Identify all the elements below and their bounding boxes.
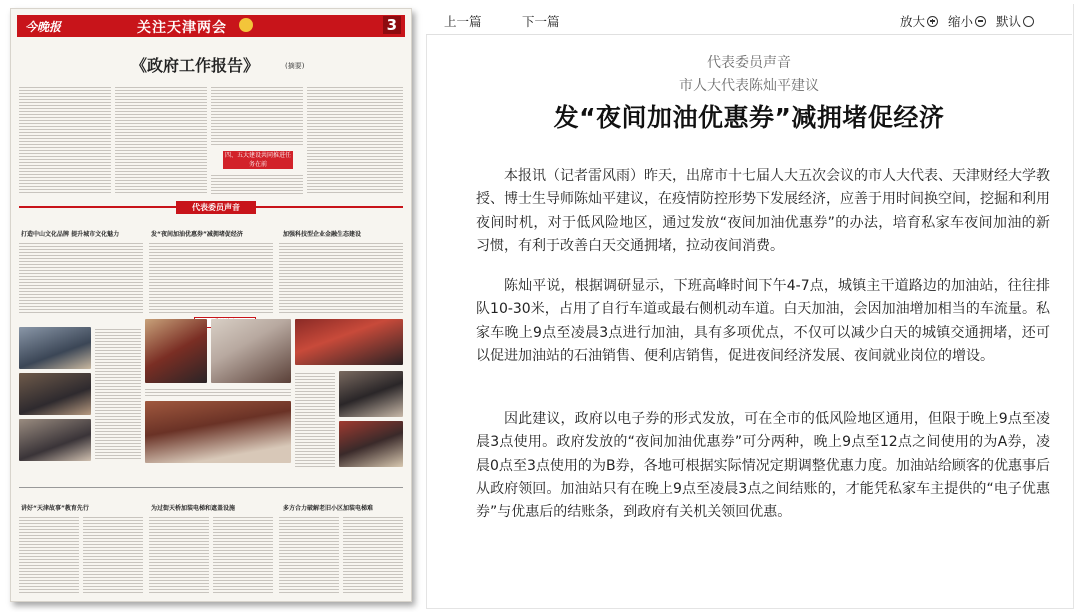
text-column — [19, 515, 79, 595]
page-number: 3 — [383, 16, 401, 34]
column-title[interactable]: 讲好“天津故事”教育先行 — [21, 505, 89, 512]
plus-circle-icon — [927, 16, 938, 27]
text-column — [343, 515, 403, 595]
text-column — [149, 241, 273, 315]
reset-zoom-label: 默认 — [996, 14, 1022, 29]
section-title: 关注天津两会 — [137, 20, 227, 36]
reset-circle-icon — [1023, 16, 1034, 27]
emblem-icon — [239, 18, 253, 32]
text-column — [95, 327, 141, 461]
text-column — [83, 515, 143, 595]
photo — [19, 373, 91, 415]
photo — [145, 401, 291, 463]
text-column — [211, 173, 303, 195]
zoom-out-button[interactable] — [948, 12, 986, 30]
text-column — [307, 85, 403, 195]
next-article-link[interactable]: 下一篇 — [522, 14, 560, 29]
text-column — [279, 515, 339, 595]
headline-note: (摘要) — [285, 62, 305, 70]
text-column — [279, 241, 403, 315]
prev-article-link[interactable]: 上一篇 — [444, 14, 482, 29]
text-column — [213, 515, 273, 595]
newspaper-page[interactable] — [10, 8, 412, 602]
text-column — [19, 241, 143, 315]
newspaper-logo: 今晚报 — [25, 20, 62, 34]
photo — [19, 419, 91, 461]
photo — [339, 421, 403, 467]
column-title[interactable]: 加强科技型企业金融生态建设 — [283, 231, 362, 238]
photo — [211, 319, 291, 383]
column-title[interactable]: 多方合力破解老旧小区加装电梯难 — [283, 505, 374, 512]
photo — [145, 319, 207, 383]
article-subkicker: 市人大代表陈灿平建议 — [679, 78, 819, 94]
divider — [19, 487, 403, 488]
page-headline: 《政府工作报告》 — [131, 56, 260, 75]
text-column — [211, 85, 303, 145]
photo — [339, 371, 403, 417]
reset-zoom-button[interactable] — [996, 12, 1034, 30]
article-paragraph: 因此建议，政府以电子券的形式发放，可在全市的低风险地区通用，但限于晚上9点至凌晨3点使用。政府发放的“夜间加油优惠券”可分两种，晚上9点至12点之间使用的为A券，凌晨0点至3点使用的为B券，各地可根据实际情况定期调整优惠力度。加油站给顾客的优惠事后从政府领回。加油站只有在晚上9点至凌晨3点之间结账的，才能凭私家车主提供的“电子优惠券”与优惠后的结账条，到政府有关机关领回优惠。 — [476, 411, 1050, 521]
highlight-box: 四、五大建设共同推进任务在前 — [224, 152, 291, 168]
text-column — [115, 85, 207, 195]
article-title: 发“夜间加油优惠券”减拥堵促经济 — [553, 103, 945, 132]
article-kicker: 代表委员声音 — [707, 55, 791, 71]
zoom-in-label: 放大 — [900, 14, 926, 29]
text-column — [295, 371, 335, 467]
caption-lines — [145, 387, 291, 397]
column-title-selected[interactable]: 发“夜间加油优惠券”减拥堵促经济 — [151, 231, 243, 238]
column-title[interactable]: 打造中山文化品牌 提升城市文化魅力 — [21, 231, 120, 238]
minus-circle-icon — [975, 16, 986, 27]
photo — [19, 327, 91, 369]
zoom-in-button[interactable] — [900, 12, 938, 30]
article-toolbar — [426, 4, 1072, 35]
newspaper-panel — [0, 0, 420, 612]
text-column — [149, 515, 209, 595]
article-paragraph: 本报讯（记者雷风雨）昨天，出席市十七届人大五次会议的市人大代表、天津财经大学教授、博士生导师陈灿平建议，在疫情防控形势下发展经济，应善于用时间换空间，挖掘和利用夜间时机，对于低风险地区，通过发放“夜间加油优惠券”的办法，培育私家车夜间加油的新习惯，有利于改善白天交通拥堵，拉动夜间消费。 — [476, 168, 1050, 254]
column-banner: 代表委员声音 — [176, 201, 256, 214]
newspaper-masthead — [17, 15, 405, 37]
zoom-out-label: 缩小 — [948, 14, 974, 29]
photo — [295, 319, 403, 365]
text-column — [19, 85, 111, 195]
column-title[interactable]: 为过街天桥加装电梯和遮盖设施 — [151, 505, 236, 512]
article-paragraph: 陈灿平说，根据调研显示，下班高峰时间下午4-7点，城镇主干道路边的加油站，往往排队10-30米，占用了自行车道或最右侧机动车道。白天加油，会因加油增加相当的车流量。私家车晚上9点至凌晨3点进行加油，具有多项优点，不仅可以减少白天的城镇交通拥堵，还可以促进加油站的石油销售、便利店销售，促进夜间经济发展、夜间就业岗位的增设。 — [476, 278, 1050, 364]
